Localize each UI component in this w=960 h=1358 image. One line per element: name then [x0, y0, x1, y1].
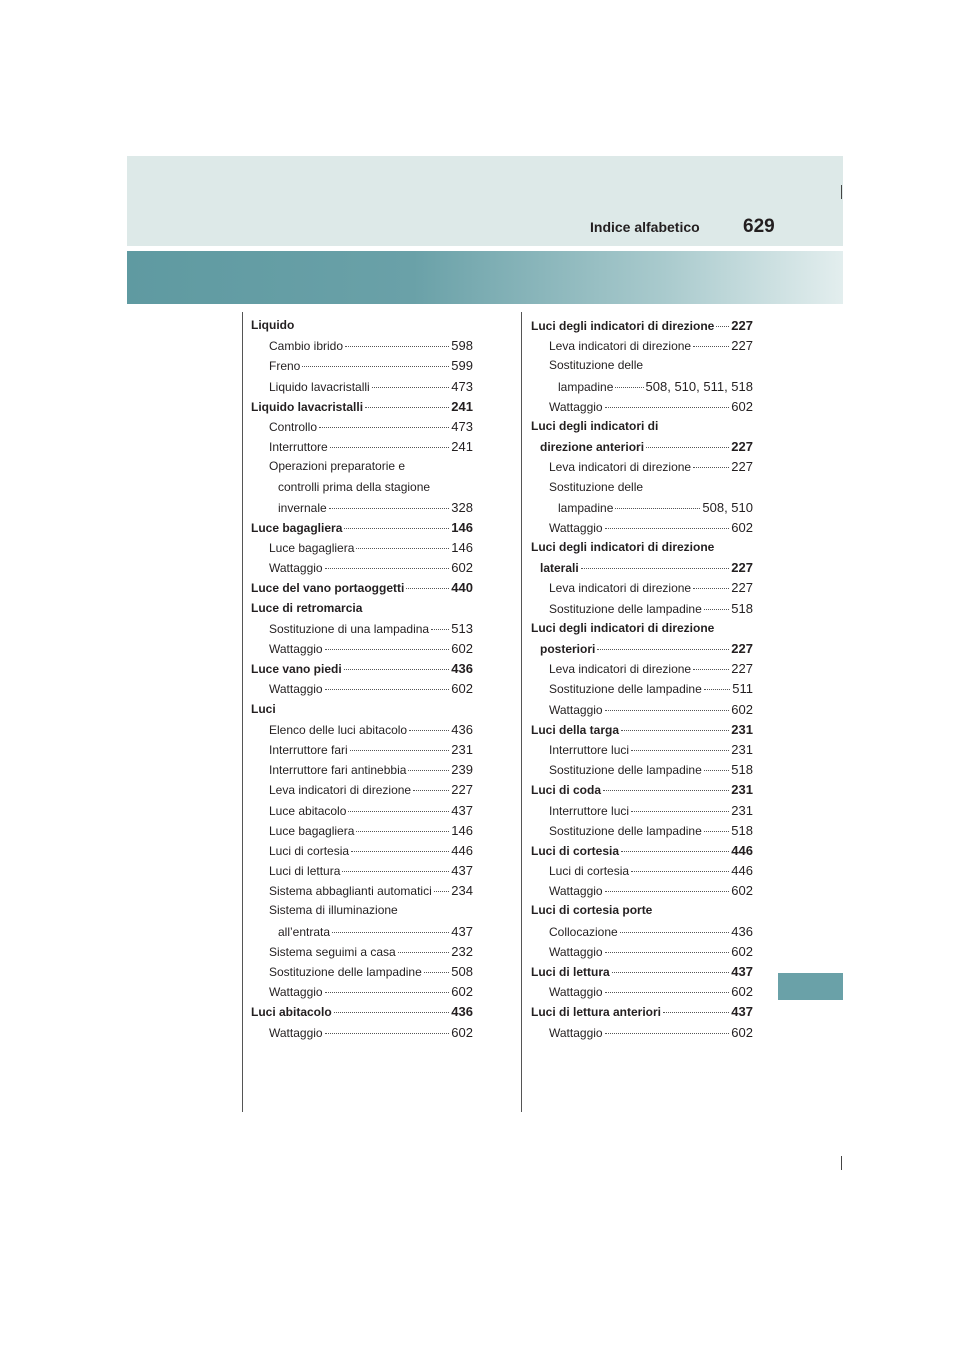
dot-leader [348, 811, 449, 812]
page-number: 629 [743, 216, 775, 237]
index-entry-term: Luce abitacolo [269, 803, 347, 818]
index-entry-term: Sistema seguimi a casa [269, 944, 396, 959]
index-entry [251, 439, 473, 459]
dot-leader [431, 629, 449, 630]
index-entry-term: Freno [269, 359, 301, 374]
index-entry-term: direzione anteriori [540, 440, 645, 455]
index-entry-pages: 508, 510, 511, 518 [645, 378, 753, 394]
index-entry-pages: 446 [731, 842, 753, 858]
dot-leader [332, 932, 449, 933]
index-entry-term: Leva indicatori di direzione [549, 339, 692, 354]
dot-leader [344, 669, 450, 670]
index-entry [251, 580, 473, 600]
index-entry-term: lampadine [558, 379, 614, 394]
dot-leader [605, 710, 730, 711]
index-entry [531, 601, 753, 621]
index-entry-pages: 227 [731, 459, 753, 475]
index-entry-term: lampadine [558, 500, 614, 515]
index-entry [531, 621, 753, 641]
index-entry-pages: 446 [731, 863, 753, 879]
index-entry-term: Luce vano piedi [251, 662, 342, 677]
index-entry-term: Luci di lettura [531, 965, 610, 979]
index-entry-term: Leva indicatori di direzione [549, 662, 692, 677]
index-entry-term: Luce di retromarcia [251, 600, 363, 615]
index-entry-term: Luci degli indicatori di direzione [531, 620, 715, 635]
index-entry [251, 379, 473, 399]
index-entry [251, 399, 473, 419]
index-entry-term: Wattaggio [269, 561, 323, 576]
index-entry-term: Wattaggio [269, 682, 323, 697]
index-column-left [251, 318, 473, 1045]
index-entry-term: Luce bagagliera [251, 520, 343, 535]
index-entry-pages: 518 [731, 822, 753, 838]
index-entry [531, 944, 753, 964]
index-entry [251, 944, 473, 964]
dot-leader [605, 407, 730, 408]
dot-leader [329, 508, 450, 509]
dot-leader [398, 952, 450, 953]
index-entry [531, 318, 753, 338]
index-entry-pages: 436 [451, 721, 473, 737]
index-entry-term: Sostituzione delle lampadine [549, 601, 702, 616]
index-entry [251, 500, 473, 520]
index-entry-term: Cambio ibrido [269, 339, 344, 354]
index-entry [531, 762, 753, 782]
index-entry-term: Interruttore luci [549, 742, 630, 757]
index-entry [531, 641, 753, 661]
index-entry [531, 540, 753, 560]
index-entry-term: Wattaggio [549, 399, 603, 414]
dot-leader [693, 588, 729, 589]
dot-leader [704, 831, 730, 832]
index-entry [251, 863, 473, 883]
dot-leader [693, 467, 729, 468]
index-entry-term: Wattaggio [549, 702, 603, 717]
index-entry [531, 681, 753, 701]
index-entry-term: Luci di lettura [269, 864, 341, 879]
dot-leader [620, 932, 730, 933]
dot-leader [356, 831, 449, 832]
dot-leader [693, 669, 729, 670]
index-entry-term: posteriori [540, 642, 596, 656]
dot-leader [612, 972, 730, 973]
index-entry-term: Wattaggio [549, 1025, 603, 1040]
index-entry [531, 823, 753, 843]
index-entry-term: Interruttore fari antinebbia [269, 763, 407, 778]
dot-leader [408, 770, 449, 771]
column-rule-right [521, 312, 522, 1112]
index-entry-term: Wattaggio [269, 1025, 323, 1040]
index-entry [531, 560, 753, 580]
index-entry [251, 419, 473, 439]
index-entry-term: Luci di lettura anteriori [531, 1005, 662, 1020]
dot-leader [605, 952, 730, 953]
index-entry [251, 459, 473, 479]
index-entry [251, 883, 473, 903]
index-entry-pages: 446 [451, 842, 473, 858]
index-entry-pages: 146 [451, 519, 473, 535]
index-entry-pages: 511 [732, 681, 753, 697]
dot-leader [406, 588, 449, 589]
index-column-right [531, 318, 753, 1045]
index-entry [531, 661, 753, 681]
index-entry-pages: 231 [731, 802, 753, 818]
index-entry [251, 318, 473, 338]
index-entry-term: Luce del vano portaoggetti [251, 581, 405, 596]
dot-leader [345, 346, 449, 347]
index-entry [251, 742, 473, 762]
index-entry [251, 540, 473, 560]
index-entry-pages: 146 [451, 540, 473, 556]
index-entry [531, 459, 753, 479]
dot-leader [631, 750, 729, 751]
index-entry [531, 520, 753, 540]
index-entry-term: Wattaggio [549, 520, 603, 535]
index-entry-term: Wattaggio [549, 884, 603, 899]
dot-leader [605, 992, 730, 993]
index-entry-pages: 518 [731, 762, 753, 778]
index-entry-term: Controllo [269, 419, 318, 434]
index-entry-pages: 602 [731, 883, 753, 899]
index-entry [531, 883, 753, 903]
index-entry-pages: 602 [731, 984, 753, 1000]
dot-leader [365, 407, 449, 408]
index-entry [531, 1025, 753, 1045]
index-entry-pages: 602 [731, 398, 753, 414]
index-entry-pages: 440 [451, 580, 473, 596]
index-entry [251, 601, 473, 621]
dot-leader [350, 750, 450, 751]
dot-leader [325, 568, 450, 569]
dot-leader [663, 1012, 729, 1013]
index-entry-pages: 473 [451, 378, 473, 394]
dot-leader [424, 972, 450, 973]
index-entry [531, 480, 753, 500]
index-entry-pages: 602 [451, 984, 473, 1000]
index-entry-term: Interruttore [269, 440, 328, 455]
index-entry-term: Sostituzione delle lampadine [269, 965, 422, 979]
index-entry [531, 439, 753, 459]
crop-mark-bottom [841, 1156, 842, 1170]
crop-mark-top [841, 185, 842, 199]
index-entry-pages: 227 [731, 560, 753, 576]
index-entry-term: Luce bagagliera [269, 541, 355, 556]
dot-leader [704, 770, 730, 771]
dot-leader [615, 508, 700, 509]
index-entry [531, 984, 753, 1004]
index-entry-pages: 234 [451, 883, 473, 899]
index-entry-term: controlli prima della stagione [278, 479, 431, 494]
index-entry-pages: 508, 510 [702, 499, 753, 515]
index-entry-pages: 227 [731, 318, 753, 333]
header-gradient-bar [127, 251, 843, 304]
index-entry [251, 338, 473, 358]
index-entry-pages: 227 [731, 641, 753, 656]
index-entry-term: Sistema abbaglianti automatici [269, 884, 432, 899]
index-entry [531, 782, 753, 802]
index-entry-term: Luci di cortesia [269, 843, 350, 858]
index-entry-term: Sostituzione delle [549, 358, 644, 373]
index-entry [531, 580, 753, 600]
index-entry [531, 1004, 753, 1024]
index-entry-term: Leva indicatori di direzione [269, 783, 412, 798]
index-entry-pages: 232 [451, 943, 473, 959]
index-entry-pages: 437 [451, 923, 473, 939]
dot-leader [581, 568, 730, 569]
index-entry-term: Elenco delle luci abitacolo [269, 722, 408, 737]
index-entry [531, 964, 753, 984]
index-entry-pages: 241 [451, 398, 473, 414]
dot-leader [372, 387, 450, 388]
index-entry-term: Sostituzione di una lampadina [269, 621, 430, 636]
index-entry [531, 903, 753, 923]
index-entry-term: Sostituzione delle lampadine [549, 763, 702, 778]
index-entry-term: Sistema di illuminazione [269, 903, 398, 918]
index-entry [531, 702, 753, 722]
index-entry-pages: 437 [451, 863, 473, 879]
index-entry-pages: 231 [451, 741, 473, 757]
dot-leader [334, 1012, 450, 1013]
index-entry [251, 1004, 473, 1024]
section-title: Indice alfabetico [590, 219, 700, 235]
index-entry [251, 782, 473, 802]
index-entry-term: Liquido lavacristalli [251, 399, 364, 414]
index-entry-term: Luci abitacolo [251, 1005, 332, 1020]
index-entry-term: Wattaggio [269, 642, 323, 656]
dot-leader [409, 730, 449, 731]
dot-leader [603, 790, 729, 791]
index-entry-term: Luci [251, 701, 276, 716]
index-entry [251, 903, 473, 923]
index-entry [531, 399, 753, 419]
dot-leader [704, 609, 730, 610]
dot-leader [330, 447, 450, 448]
dot-leader [693, 346, 729, 347]
index-entry-term: Luci degli indicatori di [531, 418, 659, 433]
index-entry-pages: 437 [451, 802, 473, 818]
index-entry-term: Luci di coda [531, 783, 602, 798]
index-entry [531, 338, 753, 358]
index-entry-pages: 436 [451, 1004, 473, 1020]
dot-leader [351, 851, 449, 852]
section-thumb-tab [778, 973, 843, 1000]
index-entry-pages: 231 [731, 782, 753, 798]
index-entry [251, 560, 473, 580]
index-entry [251, 762, 473, 782]
index-entry-pages: 227 [731, 661, 753, 677]
index-entry-term: invernale [278, 500, 327, 515]
index-entry-term: Luci di cortesia [531, 843, 620, 858]
index-entry-pages: 328 [451, 499, 473, 515]
index-entry-pages: 602 [731, 519, 753, 535]
index-entry-pages: 437 [731, 1004, 753, 1020]
dot-leader [325, 1033, 450, 1034]
index-entry-term: Luci di cortesia porte [531, 903, 653, 918]
index-entry-pages: 436 [731, 923, 753, 939]
dot-leader [605, 891, 730, 892]
index-entry-pages: 227 [731, 580, 753, 596]
index-entry-pages: 518 [731, 600, 753, 616]
dot-leader [325, 992, 450, 993]
index-entry-pages: 239 [451, 762, 473, 778]
index-entry [251, 641, 473, 661]
index-entry-pages: 602 [451, 641, 473, 656]
index-entry-term: Sostituzione delle lampadine [549, 823, 702, 838]
index-entry [251, 722, 473, 742]
column-rule-left [242, 312, 243, 1112]
dot-leader [413, 790, 449, 791]
index-entry-term: Luci degli indicatori di direzione [531, 319, 715, 333]
dot-leader [434, 891, 450, 892]
index-entry-term: Luci di cortesia [549, 864, 630, 879]
dot-leader [646, 447, 729, 448]
dot-leader [319, 427, 449, 428]
header-band [127, 156, 843, 246]
index-entry-pages: 231 [731, 741, 753, 757]
dot-leader [325, 649, 450, 650]
index-entry [251, 520, 473, 540]
index-entry [531, 843, 753, 863]
index-entry [531, 379, 753, 399]
dot-leader [597, 649, 729, 650]
index-entry-pages: 436 [451, 661, 473, 677]
index-entry-pages: 602 [451, 681, 473, 697]
index-entry-pages: 602 [451, 1024, 473, 1040]
index-entry [531, 722, 753, 742]
dot-leader [342, 871, 449, 872]
index-entry [251, 984, 473, 1004]
index-entry-term: Sostituzione delle [549, 479, 644, 494]
index-entry-pages: 241 [451, 439, 473, 455]
index-entry-pages: 227 [731, 439, 753, 455]
dot-leader [621, 851, 729, 852]
index-entry-pages: 598 [451, 338, 473, 354]
index-entry [251, 358, 473, 378]
index-entry-pages: 513 [451, 620, 473, 636]
index-entry [531, 500, 753, 520]
index-entry [531, 924, 753, 944]
index-entry [251, 621, 473, 641]
index-entry [251, 681, 473, 701]
index-entry [531, 358, 753, 378]
index-entry-pages: 602 [731, 1024, 753, 1040]
index-entry-term: Wattaggio [549, 944, 603, 959]
index-entry [251, 964, 473, 984]
dot-leader [356, 548, 449, 549]
index-entry-term: Interruttore luci [549, 803, 630, 818]
index-entry [251, 803, 473, 823]
index-entry-pages: 146 [451, 822, 473, 838]
index-entry-pages: 227 [451, 782, 473, 798]
index-entry [251, 480, 473, 500]
dot-leader [325, 689, 450, 690]
dot-leader [605, 1033, 730, 1034]
dot-leader [631, 811, 729, 812]
index-entry-pages: 599 [451, 358, 473, 374]
dot-leader [631, 871, 729, 872]
index-entry-term: Interruttore fari [269, 742, 348, 757]
index-entry-pages: 602 [731, 943, 753, 959]
index-entry-term: Luce bagagliera [269, 823, 355, 838]
dot-leader [621, 730, 729, 731]
index-entry-pages: 473 [451, 418, 473, 434]
index-entry-term: Liquido lavacristalli [269, 379, 370, 394]
index-entry-term: Luci della targa [531, 722, 620, 737]
index-entry-term: Collocazione [549, 924, 618, 939]
index-entry-term: Luci degli indicatori di direzione [531, 540, 715, 555]
index-entry-term: Wattaggio [269, 985, 323, 1000]
index-entry-term: Wattaggio [549, 985, 603, 1000]
index-entry-pages: 227 [731, 338, 753, 354]
dot-leader [344, 528, 449, 529]
index-entry-pages: 602 [451, 560, 473, 576]
index-entry [251, 823, 473, 843]
index-entry [251, 1025, 473, 1045]
index-entry-pages: 231 [731, 721, 753, 737]
index-entry-term: laterali [540, 561, 579, 576]
index-entry [251, 924, 473, 944]
index-entry [251, 843, 473, 863]
dot-leader [615, 387, 643, 388]
dot-leader [716, 326, 729, 327]
index-entry-term: Operazioni preparatorie e [269, 459, 406, 474]
index-entry-term: Sostituzione delle lampadine [549, 682, 702, 697]
dot-leader [302, 366, 449, 367]
index-entry [531, 419, 753, 439]
index-entry [531, 803, 753, 823]
index-entry-term: all’entrata [278, 924, 331, 939]
index-entry-pages: 437 [731, 964, 753, 979]
index-entry-pages: 602 [731, 701, 753, 717]
dot-leader [704, 689, 731, 690]
index-entry [531, 742, 753, 762]
index-entry [251, 661, 473, 681]
index-entry-term: Leva indicatori di direzione [549, 581, 692, 596]
index-entry-term: Liquido [251, 318, 295, 332]
dot-leader [605, 528, 730, 529]
index-entry [531, 863, 753, 883]
index-entry-term: Leva indicatori di direzione [549, 460, 692, 475]
index-entry [251, 702, 473, 722]
index-entry-pages: 508 [451, 964, 473, 979]
